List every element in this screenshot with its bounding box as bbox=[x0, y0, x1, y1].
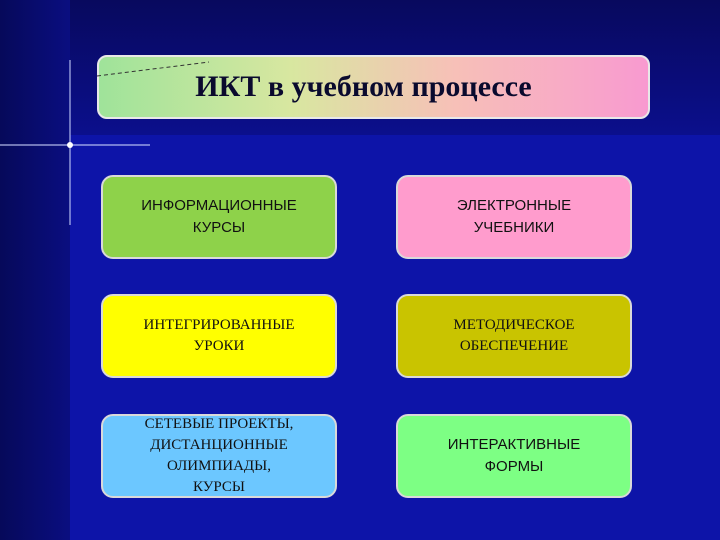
box-integrated-lessons bbox=[101, 294, 337, 378]
page-title: ИКТ в учебном процессе bbox=[195, 70, 532, 103]
box-network-projects bbox=[101, 414, 337, 498]
box-label: ЭЛЕКТРОННЫЕ УЧЕБНИКИ bbox=[456, 197, 572, 236]
box-label: ИНТЕРАКТИВНЫЕ ФОРМЫ bbox=[447, 436, 581, 475]
box-label: ИНФОРМАЦИОННЫЕ КУРСЫ bbox=[141, 197, 297, 236]
box-label: СЕТЕВЫЕ ПРОЕКТЫ, ДИСТАНЦИОННЫЕ ОЛИМПИАДЫ, КУРСЫ bbox=[144, 416, 294, 495]
box-information-courses bbox=[101, 175, 337, 259]
box-label: ИНТЕГРИРОВАННЫЕ УРОКИ bbox=[143, 317, 295, 354]
title-dashed-line bbox=[97, 60, 217, 80]
box-methodical-support bbox=[396, 294, 632, 378]
box-interactive-forms bbox=[396, 414, 632, 498]
box-label: МЕТОДИЧЕСКОЕ ОБЕСПЕЧЕНИЕ bbox=[453, 317, 575, 354]
box-electronic-textbooks bbox=[396, 175, 632, 259]
